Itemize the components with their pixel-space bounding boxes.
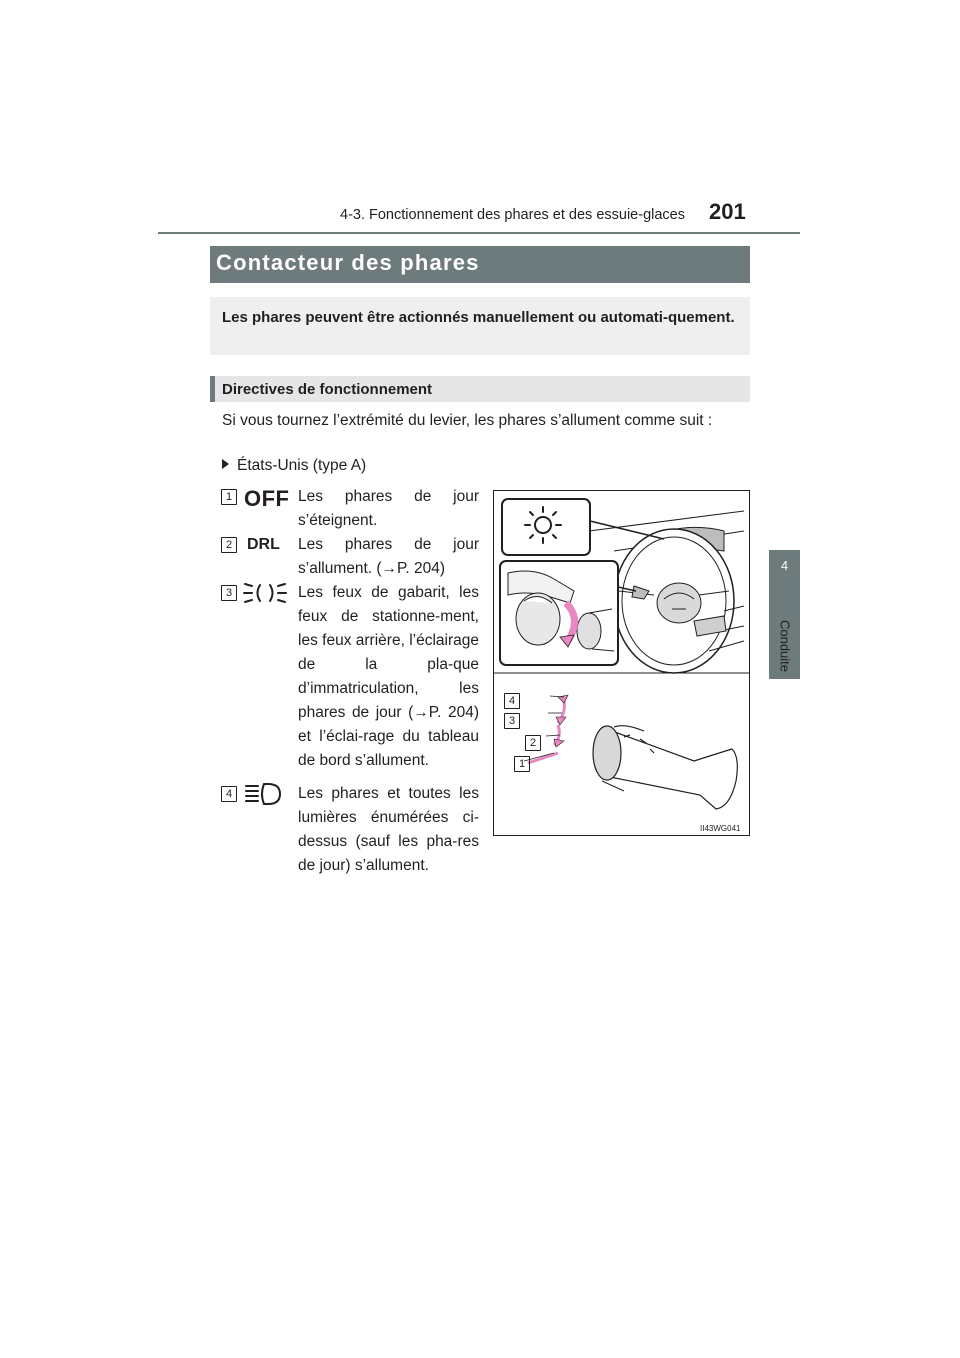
chapter-tab-label (771, 616, 799, 676)
off-symbol: OFF (244, 486, 290, 511)
bullet-row (222, 457, 366, 475)
headlight-icon (244, 781, 284, 807)
headlight-switch-figure (493, 490, 750, 836)
item-text-1: Les phares de jour s’éteignent. (298, 488, 479, 529)
figure-callout-1: 1 (514, 756, 530, 772)
figure-illustration (494, 491, 749, 835)
item-text-4: Les phares et toutes les lumières énumérées ci-dessus (sauf les pha-res de jour) s’allument. (298, 785, 479, 874)
running-header: 4-3. Fonctionnement des phares et des essuie-glaces (340, 207, 685, 223)
bullet-text: États-Unis (type A) (237, 457, 367, 474)
subheading-accent (210, 376, 215, 402)
page-title: Contacteur des phares (216, 250, 480, 275)
intro-text: Les phares peuvent être actionnés manuellement ou automati-quement. (222, 309, 735, 326)
item-text-2: Les phares de jour s’allument. (→P. 204) (298, 536, 479, 577)
item-number-1: 1 (221, 489, 237, 505)
header-rule (158, 232, 800, 234)
figure-callout-2: 2 (525, 735, 541, 751)
item-number-4: 4 (221, 786, 237, 802)
item-text-3: Les feux de gabarit, les feux de stationne-ment, les feux arrière, l’éclairage de la pla-que d’immatriculation, les phares de jour (→P. 204) et l’éclai-rage du tableau de bord s’allument. (298, 584, 479, 769)
item-number-2: 2 (221, 537, 237, 553)
hand-detail-callout (500, 561, 636, 665)
subheading-text: Directives de fonctionnement (222, 381, 433, 398)
figure-callout-3: 3 (504, 713, 520, 729)
figure-code: II43WG041 (700, 824, 741, 833)
body-paragraph: Si vous tournez l’extrémité du levier, les phares s’allument comme suit : (222, 412, 713, 429)
parking-lights-icon (242, 580, 288, 606)
lever-drawing (593, 726, 737, 809)
item-number-3: 3 (221, 585, 237, 601)
page-number: 201 (709, 199, 746, 224)
chapter-tab-number: 4 (769, 550, 800, 582)
chapter-label-text: Conduite (777, 619, 793, 673)
drl-symbol: DRL (247, 536, 280, 553)
figure-callout-4: 4 (504, 693, 520, 709)
triangle-bullet-icon (222, 459, 229, 469)
